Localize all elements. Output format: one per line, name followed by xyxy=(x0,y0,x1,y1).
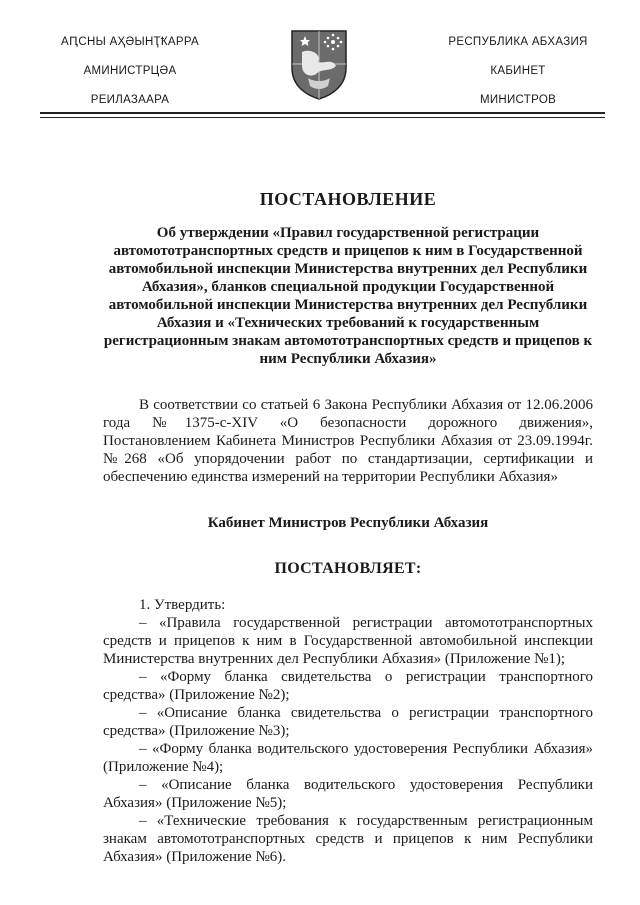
header-divider-thick xyxy=(40,112,605,114)
document-body xyxy=(103,190,593,866)
approval-item: – «Описание бланка водительского удостоверения Республики Абхазия» (Приложение №5); xyxy=(103,777,593,811)
approval-item: – «Форму бланка свидетельства о регистрации транспортного средства» (Приложение №2); xyxy=(103,669,593,703)
approval-item: – «Правила государственной регистрации автомототранспортных средств и прицепов к ним в Государственной автомобильной инспекции Министерства внутренних дел Республики Абхазия» (Приложение №1); xyxy=(103,615,593,667)
approval-item: – «Технические требования к государственным регистрационным знакам автомототранспортных средств и прицепов к ним Республики Абхазия» (Приложение №6). xyxy=(103,813,593,865)
decree-heading: ПОСТАНОВЛЯЕТ: xyxy=(274,560,422,577)
list-item-heading: 1. Утвердить: xyxy=(139,597,226,613)
document-title: ПОСТАНОВЛЕНИЕ xyxy=(259,189,437,209)
letterhead-russian xyxy=(428,28,608,115)
letterhead-abkhaz xyxy=(40,28,220,115)
letterhead-abkhaz-line: АМИНИСТРЦӘА xyxy=(83,65,177,77)
letterhead-abkhaz-line: РЕИЛАЗААРА xyxy=(90,94,170,106)
coat-of-arms-emblem xyxy=(288,28,350,100)
header-divider-thin xyxy=(40,117,605,118)
approval-item: – «Описание бланка свидетельства о регистрации транспортного средства» (Приложение №3); xyxy=(103,705,593,739)
letterhead xyxy=(0,0,640,120)
document-subject: Об утверждении «Правил государственной регистрации автомототранспортных средств и прицепов к ним в Государственной автомобильной инспекции Министерства внутренних дел Республики Абхазия», бланков специальной продукции Государственной автомобильной инспекции Министерства внутренних дел Республики Абхазия и «Технических требований к государственным регистрационным знакам автомототранспортных средств и прицепов к ним Республики Абхазия» xyxy=(103,225,593,367)
letterhead-russian-line: МИНИСТРОВ xyxy=(479,94,557,106)
letterhead-russian-line: РЕСПУБЛИКА АБХАЗИЯ xyxy=(448,36,588,48)
issuing-body: Кабинет Министров Республики Абхазия xyxy=(207,515,489,531)
letterhead-russian-line: КАБИНЕТ xyxy=(490,65,546,77)
document-preamble: В соответствии со статьей 6 Закона Республики Абхазия от 12.06.2006 года №1375-с-XIV «О безопасности дорожного движения», Постановлением Кабинета Министров Республики Абхазия от 23.09.1994г. №268 «Об упорядочении работ по стандартизации, сертификации и обеспечению единства измерений на территории Республики Абхазия» xyxy=(103,397,593,485)
approval-item: – «Форму бланка водительского удостоверения Республики Абхазия» (Приложение №4); xyxy=(103,741,593,775)
letterhead-abkhaz-line: АԤСНЫ АҲӘЫНҬҞАРРА xyxy=(61,36,199,48)
